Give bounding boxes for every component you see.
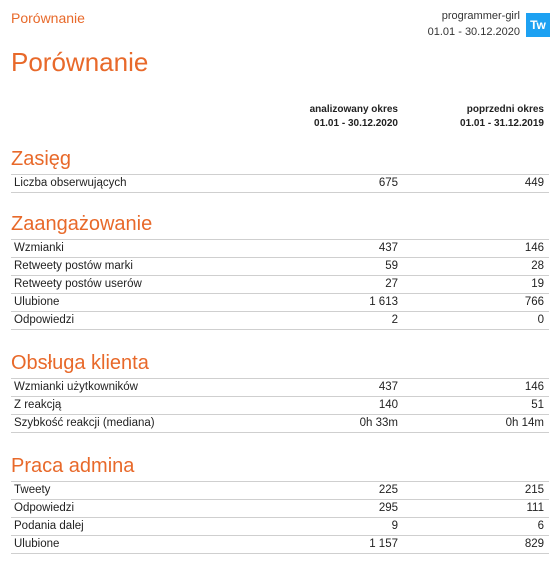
table-row bbox=[11, 518, 549, 536]
account-info bbox=[428, 8, 520, 40]
metric-label: Liczba obserwujących bbox=[14, 177, 127, 189]
section-admin-work bbox=[11, 453, 549, 554]
metrics-table bbox=[11, 378, 549, 433]
metrics-table bbox=[11, 239, 549, 330]
metrics-table bbox=[11, 481, 549, 554]
account-period: 01.01 - 30.12.2020 bbox=[427, 26, 520, 38]
column-header-current bbox=[310, 103, 398, 131]
account-name: programmer-girl bbox=[441, 10, 520, 22]
metric-previous: 766 bbox=[524, 296, 544, 308]
metric-current: 437 bbox=[378, 381, 398, 393]
section-title: Praca admina bbox=[11, 455, 135, 477]
table-row bbox=[11, 276, 549, 294]
column-previous-period: 01.01 - 31.12.2019 bbox=[460, 118, 544, 129]
metric-previous: 28 bbox=[531, 260, 544, 272]
metric-label: Odpowiedzi bbox=[14, 314, 75, 326]
metric-label: Tweety bbox=[14, 484, 51, 496]
metric-current: 675 bbox=[378, 177, 398, 189]
metric-label: Szybkość reakcji (mediana) bbox=[14, 417, 155, 429]
metric-previous: 0h 14m bbox=[505, 417, 544, 429]
metric-previous: 51 bbox=[531, 399, 544, 411]
metric-current: 27 bbox=[385, 278, 398, 290]
table-row bbox=[11, 482, 549, 500]
section-title: Obsługa klienta bbox=[11, 352, 149, 374]
table-row bbox=[11, 415, 549, 433]
metric-previous: 215 bbox=[524, 484, 544, 496]
column-header-previous bbox=[460, 103, 544, 131]
twitter-icon: Tw bbox=[526, 13, 550, 37]
section-reach bbox=[11, 146, 549, 193]
metric-label: Wzmianki użytkowników bbox=[14, 381, 138, 393]
page-title: Porównanie bbox=[11, 47, 149, 77]
metric-label: Podania dalej bbox=[14, 520, 84, 532]
metric-current: 437 bbox=[378, 242, 398, 254]
metric-previous: 449 bbox=[524, 177, 544, 189]
metric-label: Odpowiedzi bbox=[14, 502, 75, 514]
metric-current: 295 bbox=[378, 502, 398, 514]
metric-previous: 829 bbox=[524, 538, 544, 550]
metric-current: 9 bbox=[391, 520, 398, 532]
section-title: Zaangażowanie bbox=[11, 213, 153, 235]
table-row bbox=[11, 240, 549, 258]
column-previous-label: poprzedni okres bbox=[466, 104, 544, 115]
metric-previous: 6 bbox=[537, 520, 544, 532]
table-row bbox=[11, 294, 549, 312]
metric-current: 2 bbox=[391, 314, 398, 326]
metric-label: Wzmianki bbox=[14, 242, 64, 254]
table-row bbox=[11, 500, 549, 518]
metric-current: 140 bbox=[378, 399, 398, 411]
metric-previous: 146 bbox=[524, 242, 544, 254]
column-current-label: analizowany okres bbox=[309, 104, 398, 115]
metric-previous: 19 bbox=[531, 278, 544, 290]
metric-label: Retweety postów marki bbox=[14, 260, 133, 272]
section-title: Zasięg bbox=[11, 148, 72, 170]
metric-label: Ulubione bbox=[14, 296, 60, 308]
table-row bbox=[11, 258, 549, 276]
metrics-table bbox=[11, 174, 549, 193]
metric-current: 0h 33m bbox=[359, 417, 398, 429]
section-engagement bbox=[11, 211, 549, 330]
breadcrumb: Porównanie bbox=[11, 10, 85, 26]
report-header bbox=[0, 0, 560, 42]
metric-label: Retweety postów userów bbox=[14, 278, 142, 290]
metric-current: 59 bbox=[385, 260, 398, 272]
table-row bbox=[11, 536, 549, 554]
metric-label: Ulubione bbox=[14, 538, 60, 550]
metric-previous: 146 bbox=[524, 381, 544, 393]
table-row bbox=[11, 379, 549, 397]
metric-current: 1 157 bbox=[369, 538, 398, 550]
metric-label: Z reakcją bbox=[14, 399, 62, 411]
metric-previous: 0 bbox=[537, 314, 544, 326]
table-row bbox=[11, 397, 549, 415]
table-row bbox=[11, 312, 549, 330]
table-row bbox=[11, 175, 549, 193]
metric-current: 225 bbox=[378, 484, 398, 496]
column-current-period: 01.01 - 30.12.2020 bbox=[314, 118, 398, 129]
section-customer-service bbox=[11, 350, 549, 433]
metric-previous: 111 bbox=[526, 502, 544, 514]
metric-current: 1 613 bbox=[369, 296, 398, 308]
